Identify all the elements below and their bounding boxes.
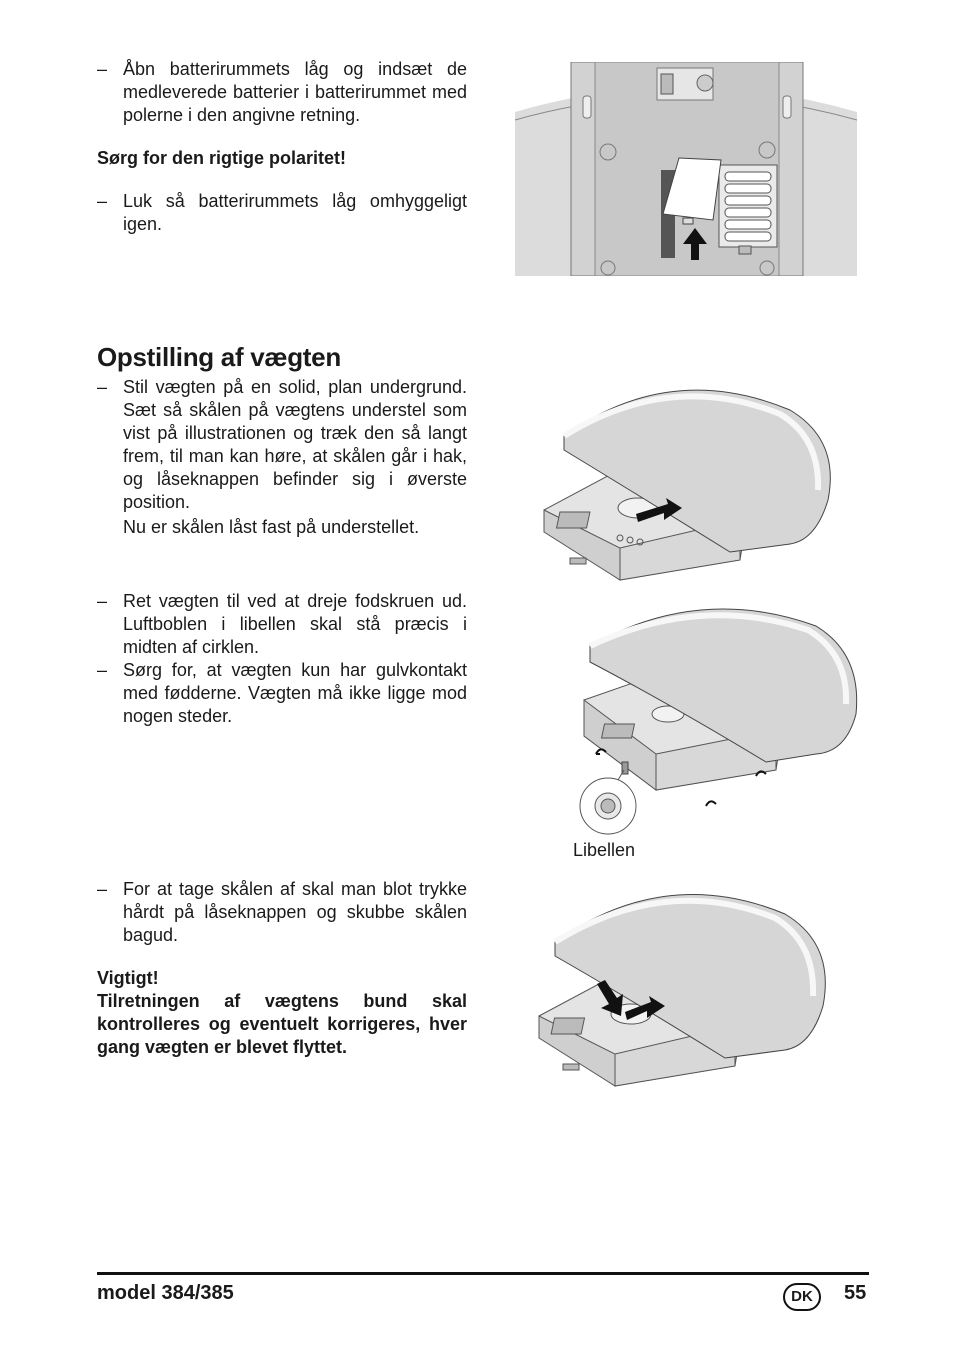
floor-contact-bullet: – Sørg for, at vægten kun har gulvkontakt med fødderne. Vægten må ikke ligge mod nogen steder. xyxy=(97,659,467,728)
polarity-warning: Sørg for den rigtige polaritet! xyxy=(97,148,347,168)
remove-bowl-bullet: – For at tage skålen af skal man blot trykke hårdt på låseknappen og skubbe skålen bagud. xyxy=(97,878,467,947)
battery-close-bullet: – Luk så batterirummets låg omhyggeligt igen. xyxy=(97,190,467,236)
important-title: Vigtigt! xyxy=(97,968,159,988)
footer-model: model 384/385 xyxy=(97,1282,234,1304)
attach-bowl-illustration xyxy=(540,380,840,590)
libellen-caption: Libellen xyxy=(573,840,636,860)
levelling-illustration xyxy=(560,604,860,836)
footer-rule xyxy=(97,1272,869,1275)
levelling-instructions xyxy=(97,590,467,728)
country-badge: DK xyxy=(783,1283,821,1311)
removal-instructions xyxy=(97,878,467,1059)
battery-instructions xyxy=(97,58,467,236)
battery-compartment-illustration xyxy=(515,62,857,276)
page-number: 55 xyxy=(844,1282,867,1304)
levelling-bullet: – Ret vægten til ved at dreje fodskruen ud. Luftboblen i libellen skal stå præcis i midten af cirklen. xyxy=(97,590,467,659)
setup-bullet-attach-bowl: – Stil vægten på en solid, plan undergrund. Sæt så skålen på vægtens understel som vist på illustrationen og træk den så langt frem, til man kan høre, at skålen går i hak, og låseknappen befinder sig i øverste position. xyxy=(97,376,467,514)
remove-bowl-illustration xyxy=(535,884,835,1096)
important-text: Tilretningen af vægtens bund skal kontrolleres og eventuelt korrigeres, hver gang vægten er blevet flyttet. xyxy=(97,991,467,1057)
section-heading: Opstilling af vægten xyxy=(97,342,341,372)
battery-insert-bullet: – Åbn batterirummets låg og indsæt de medleverede batterier i batterirummet med polerne i den angivne retning. xyxy=(97,58,467,127)
setup-instructions xyxy=(97,376,467,539)
setup-locked-note: Nu er skålen låst fast på understellet. xyxy=(123,517,420,537)
